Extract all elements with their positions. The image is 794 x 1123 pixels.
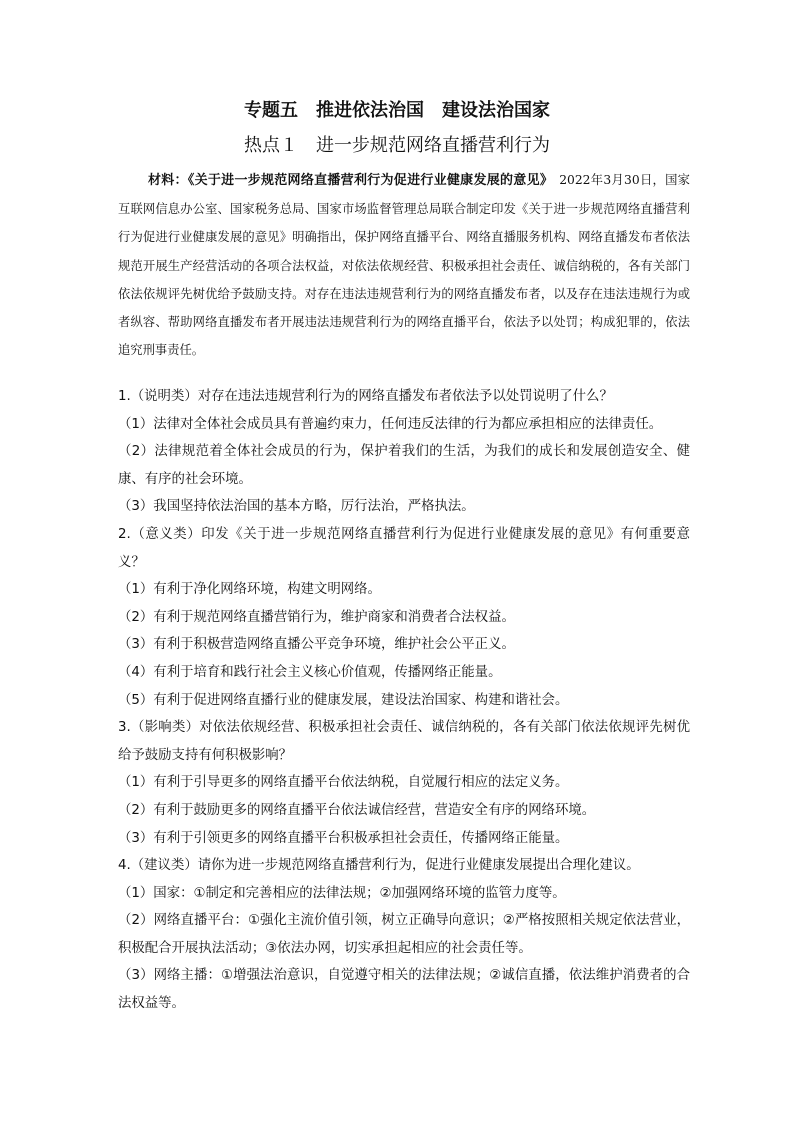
page-title: 专题五 推进依法治国 建设法治国家: [244, 100, 550, 121]
answer-2-5: （5）有利于促进网络直播行业的健康发展，建设法治国家、构建和谐社会。: [118, 692, 569, 708]
answer-1-2: （2）法律规范着全体社会成员的行为，保护着我们的生活，为我们的成长和发展创造安全、健康、有序的社会环境。: [118, 444, 690, 487]
material-paragraph: [118, 166, 690, 364]
answer-2-4: （4）有利于培育和践行社会主义核心价值观，传播网络正能量。: [118, 664, 502, 680]
answer-2-3: （3）有利于积极营造网络直播公平竞争环境，维护社会公平正义。: [118, 637, 515, 653]
answer-4-1: （1）国家：①制定和完善相应的法律法规；②加强网络环境的监管力度等。: [118, 885, 566, 901]
answer-1-3: （3）我国坚持依法治国的基本方略，厉行法治，严格执法。: [118, 499, 475, 515]
answer-4-2: （2）网络直播平台：①强化主流价值引领，树立正确导向意识；②严格按照相关规定依法营业，积极配合开展执法活动；③依法办网，切实承担起相应的社会责任等。: [118, 913, 690, 956]
question-4: 4.（建议类）请你为进一步规范网络直播营利行为，促进行业健康发展提出合理化建议。: [118, 858, 640, 874]
page-subtitle: 热点１ 进一步规范网络直播营利行为: [244, 135, 550, 156]
answer-4-3: （3）网络主播：①增强法治意识，自觉遵守相关的法律法规；②诚信直播，依法维护消费者的合法权益等。: [118, 968, 690, 1012]
answer-3-3: （3）有利于引领更多的网络直播平台积极承担社会责任，传播网络正能量。: [118, 830, 569, 846]
question-3: 3.（影响类）对依法依规经营、积极承担社会责任、诚信纳税的，各有关部门依法依规评先树优给予鼓励支持有何积极影响？: [118, 720, 690, 763]
answer-3-2: （2）有利于鼓励更多的网络直播平台依法诚信经营，营造安全有序的网络环境。: [118, 802, 596, 818]
answer-1-1: （1）法律对全体社会成员具有普遍约束力，任何违反法律的行为都应承担相应的法律责任。: [118, 416, 663, 432]
answer-2-2: （2）有利于规范网络直播营销行为，维护商家和消费者合法权益。: [118, 609, 515, 625]
question-list: [118, 383, 690, 1018]
question-2: 2.（意义类）印发《关于进一步规范网络直播营利行为促进行业健康发展的意见》有何重要意义？: [118, 526, 690, 570]
answer-3-1: （1）有利于引导更多的网络直播平台依法纳税，自觉履行相应的法定义务。: [118, 775, 569, 791]
question-1: 1.（说明类）对存在违法违规营利行为的网络直播发布者依法予以处罚说明了什么？: [118, 389, 613, 404]
material-body: 2022年3月30日，国家互联网信息办公室、国家税务总局、国家市场监督管理总局联合制定印发《关于进一步规范网络直播营利行为促进行业健康发展的意见》明确指出，保护网络直播平台、网络直播服务机构、网络直播发布者依法规范开展生产经营活动的各项合法权益，对依法依规经营、积极承担社会责任、诚信纳税的，各有关部门依法依规评先树优给予鼓励支持。对存在违法违规营利行为的网络直播发布者，以及存在违法违规行为或者纵容、帮助网络直播发布者开展违法违规营利行为的网络直播平台，依法予以处罚；构成犯罪的，依法追究刑事责任。: [118, 173, 690, 358]
answer-2-1: （1）有利于净化网络环境，构建文明网络。: [118, 582, 381, 598]
material-lead: 材料：《关于进一步规范网络直播营利行为促进行业健康发展的意见》: [148, 173, 547, 188]
